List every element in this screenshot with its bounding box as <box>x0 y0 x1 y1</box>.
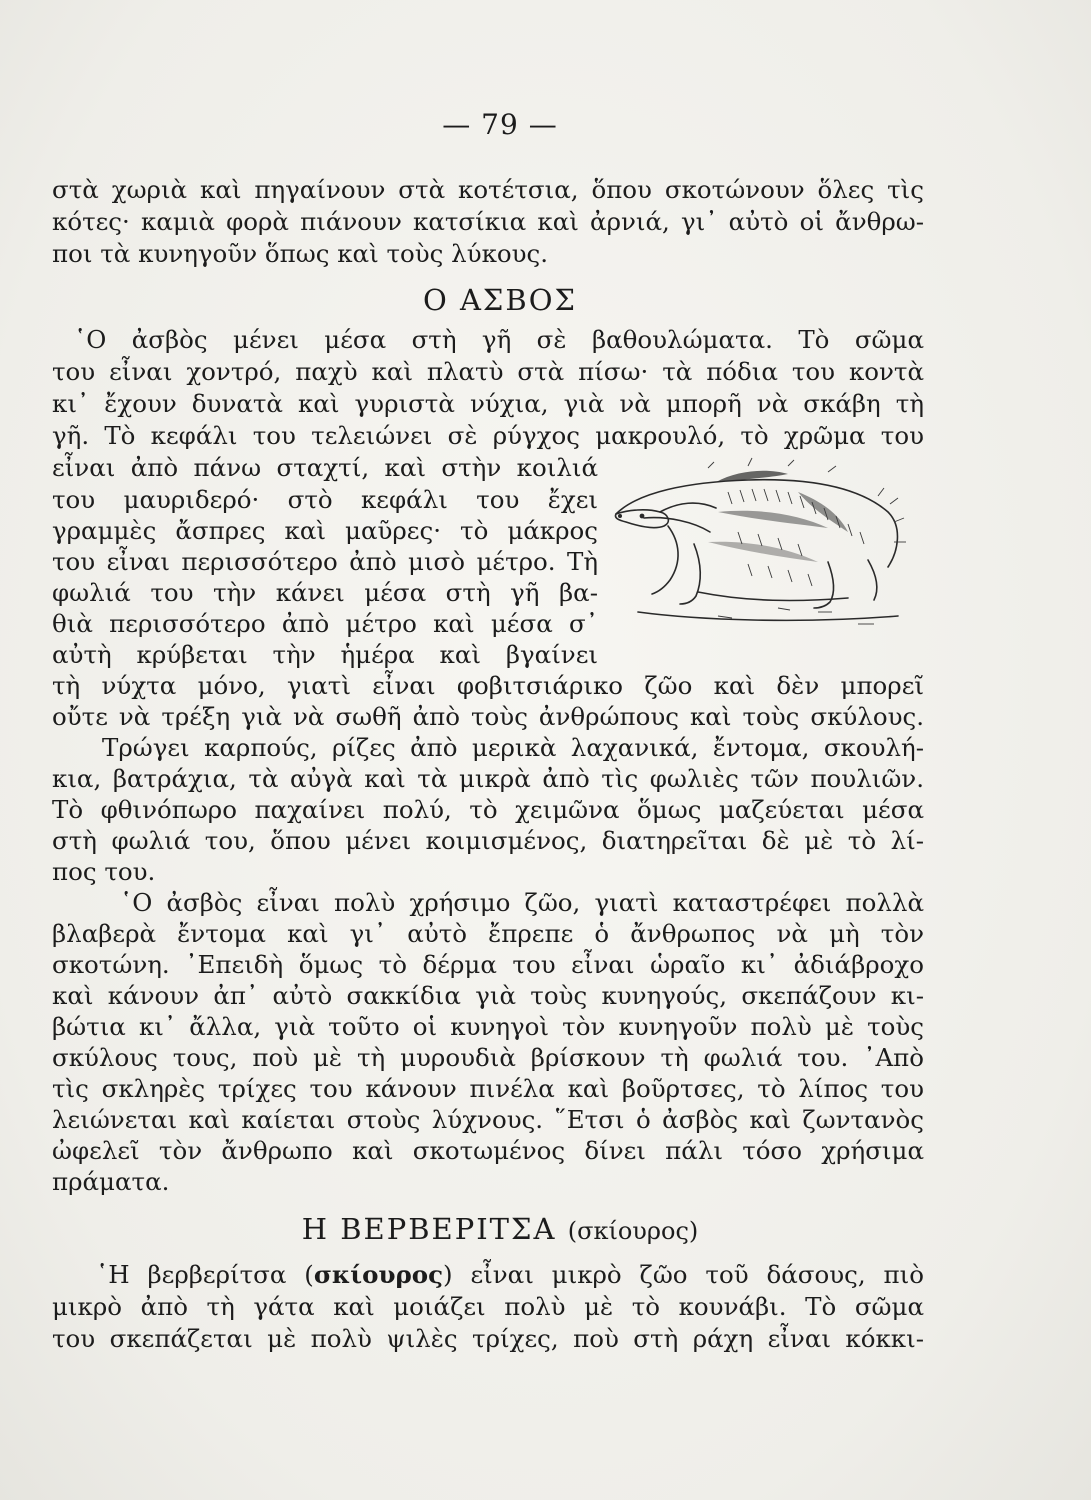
text-line: Τὸ φθινόπωρο παχαίνει πολύ, τὸ χειμῶνα ὅμως μαζεύεται μέσα <box>52 795 924 824</box>
badger-illustration <box>598 452 918 652</box>
page-number: — 79 — <box>442 108 558 141</box>
section-heading-asvos: Ο ΑΣΒΟΣ <box>422 283 578 317</box>
text-line: του σκεπάζεται μὲ πολὺ ψιλὲς τρίχες, ποὺ στὴ ράχη εἶναι κόκκι- <box>52 1324 924 1353</box>
text-line: μικρὸ ἀπὸ τὴ γάτα καὶ μοιάζει πολὺ μὲ τὸ κουνάβι. Τὸ σῶμα <box>52 1292 924 1321</box>
text-line: λειώνεται καὶ καίεται στοὺς λύχνους. ῞Ετσι ὁ ἀσβὸς καὶ ζωντανὸς <box>52 1105 924 1134</box>
text-line: κότες· καμιὰ φορὰ πιάνουν κατσίκια καὶ ἀρνιά, γι᾽ αὐτὸ οἱ ἄνθρω- <box>52 207 924 236</box>
text-line: στὴ φωλιά του, ὅπου μένει κοιμισμένος, διατηρεῖται δὲ μὲ τὸ λί- <box>52 826 924 855</box>
text-line: βώτια κι᾽ ἄλλα, γιὰ τοῦτο οἱ κυνηγοὶ τὸν κυνηγοῦν πολὺ μὲ τοὺς <box>52 1012 924 1041</box>
text-line: αὐτὴ κρύβεται τὴν ἡμέρα καὶ βγαίνει <box>52 640 598 669</box>
section-heading-title: Η ΒΕΡΒΕΡΙΤΣΑ <box>301 1212 557 1246</box>
text-segment-bold: σκίουρος <box>313 1260 444 1289</box>
text-line: στὰ χωριὰ καὶ πηγαίνουν στὰ κοτέτσια, ὅπου σκοτώνουν ὅλες τὶς <box>52 175 924 204</box>
text-line: κι᾽ ἔχουν δυνατὰ καὶ γυριστὰ νύχια, γιὰ νὰ μπορῆ νὰ σκάβη τὴ <box>52 389 924 418</box>
text-line: ποι τὰ κυνηγοῦν ὅπως καὶ τοὺς λύκους. <box>52 239 549 268</box>
text-line: ὠφελεῖ τὸν ἄνθρωπο καὶ σκοτωμένος δίνει πάλι τόσο χρήσιμα <box>52 1136 924 1165</box>
text-line: βλαβερὰ ἔντομα καὶ γι᾽ αὐτὸ ἔπρεπε ὁ ἄνθρωπος νὰ μὴ τὸν <box>52 919 924 948</box>
text-line: σκοτώνη. ᾿Επειδὴ ὅμως τὸ δέρμα του εἶναι ὡραῖο κι᾽ ἀδιάβροχο <box>52 950 924 979</box>
text-line: ῾Ο ἀσβὸς εἶναι πολὺ χρήσιμο ζῶο, γιατὶ καταστρέφει πολλὰ <box>120 888 924 917</box>
text-line: τὶς σκληρὲς τρίχες του κάνουν πινέλα καὶ βοῦρτσες, τὸ λίπος του <box>52 1074 924 1103</box>
text-line: γῆ. Τὸ κεφάλι του τελειώνει σὲ ρύγχος μακρουλό, τὸ χρῶμα του <box>52 421 924 450</box>
text-segment: ῾Η βερβερίτσα ( <box>96 1260 314 1289</box>
text-line: Τρώγει καρπούς, ρίζες ἀπὸ μερικὰ λαχανικά, ἔντομα, σκουλή- <box>102 733 924 762</box>
text-line: φωλιά του τὴν κάνει μέσα στὴ γῆ βα- <box>52 578 598 607</box>
text-line: γραμμὲς ἄσπρες καὶ μαῦρες· τὸ μάκρος <box>52 516 598 545</box>
text-line: οὔτε νὰ τρέξη γιὰ νὰ σωθῆ ἀπὸ τοὺς ἀνθρώπους καὶ τοὺς σκύλους. <box>52 702 924 731</box>
section-heading-suffix: (σκίουρος) <box>567 1217 699 1245</box>
text-line: πος του. <box>52 857 156 886</box>
text-line: καὶ κάνουν ἀπ᾽ αὐτὸ σακκίδια γιὰ τοὺς κυνηγούς, σκεπάζουν κι- <box>52 981 924 1010</box>
text-line <box>52 1260 924 1290</box>
text-line: του εἶναι χοντρό, παχὺ καὶ πλατὺ στὰ πίσω· τὰ πόδια του κοντὰ <box>52 357 924 386</box>
text-line: θιὰ περισσότερο ἀπὸ μέτρο καὶ μέσα σ᾽ <box>52 609 598 638</box>
text-line: του εἶναι περισσότερο ἀπὸ μισὸ μέτρο. Τὴ <box>52 547 598 576</box>
text-line: κια, βατράχια, τὰ αὐγὰ καὶ τὰ μικρὰ ἀπὸ τὶς φωλιὲς τῶν πουλιῶν. <box>52 764 924 793</box>
text-line: του μαυριδερό· στὸ κεφάλι του ἔχει <box>52 485 598 514</box>
text-line: πράματα. <box>52 1167 170 1196</box>
text-line: τὴ νύχτα μόνο, γιατὶ εἶναι φοβιτσιάρικο ζῶο καὶ δὲν μπορεῖ <box>52 671 924 700</box>
text-line: σκύλους τους, ποὺ μὲ τὴ μυρουδιὰ βρίσκουν τὴ φωλιά του. ᾿Απὸ <box>52 1043 924 1072</box>
text-line: εἶναι ἀπὸ πάνω σταχτί, καὶ στὴν κοιλιά <box>52 453 598 482</box>
text-segment: ) εἶναι μικρὸ ζῶο τοῦ δάσους, πιὸ <box>443 1260 924 1289</box>
section-heading-ververitsa <box>0 1212 1000 1246</box>
text-line: ῾Ο ἀσβὸς μένει μέσα στὴ γῆ σὲ βαθουλώματα. Τὸ σῶμα <box>74 325 924 354</box>
